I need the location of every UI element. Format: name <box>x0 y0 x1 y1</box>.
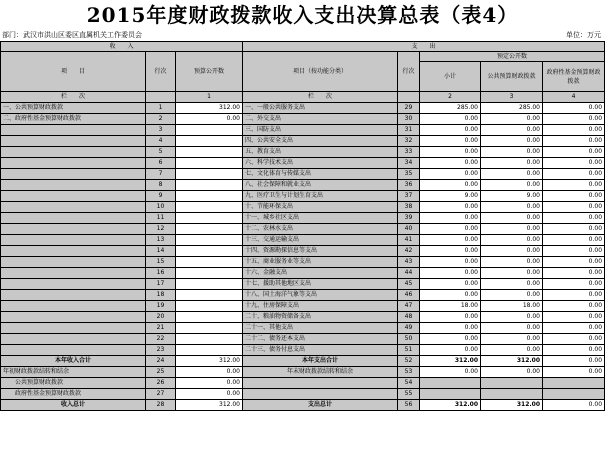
expense-gov-fund-value: 0.00 <box>543 103 605 114</box>
expense-line-no: 34 <box>398 158 420 169</box>
table-row <box>1 268 605 279</box>
grand-expense-gov-budget: 312.00 <box>481 400 543 411</box>
expense-gov-budget-value: 285.00 <box>481 103 543 114</box>
expense-item-label: 三、国防支出 <box>243 125 398 136</box>
table-row <box>1 158 605 169</box>
table-row <box>1 334 605 345</box>
expense-subtotal-value: 0.00 <box>420 279 481 290</box>
income-line-no: 10 <box>146 202 176 213</box>
public-budget-no: 26 <box>146 378 176 389</box>
blank-54-b <box>481 378 543 389</box>
grand-income-value: 312.00 <box>176 400 243 411</box>
gov-budget-header: 公共预算财政拨款 <box>481 62 543 92</box>
expense-gov-fund-value: 0.00 <box>543 246 605 257</box>
carry-out-no: 53 <box>398 367 420 378</box>
expense-gov-fund-value: 0.00 <box>543 301 605 312</box>
carry-row <box>1 367 605 378</box>
table-row <box>1 279 605 290</box>
table-row <box>1 224 605 235</box>
col-index-2: 2 <box>420 92 481 103</box>
expense-subtotal-value: 0.00 <box>420 202 481 213</box>
blank-label-55 <box>243 389 398 400</box>
income-line-no: 17 <box>146 279 176 290</box>
expense-gov-fund-value: 0.00 <box>543 158 605 169</box>
expense-gov-fund-value: 0.00 <box>543 224 605 235</box>
expense-gov-budget-value: 0.00 <box>481 147 543 158</box>
expense-subtotal-value: 0.00 <box>420 235 481 246</box>
grand-income-no: 28 <box>146 400 176 411</box>
expense-gov-budget-value: 0.00 <box>481 246 543 257</box>
income-total-no: 24 <box>146 356 176 367</box>
expense-line-no: 49 <box>398 323 420 334</box>
income-line-no: 22 <box>146 334 176 345</box>
expense-gov-fund-value: 0.00 <box>543 334 605 345</box>
expense-item-label: 十一、城乡社区支出 <box>243 213 398 224</box>
public-budget-label: 公共预算财政拨款 <box>1 378 146 389</box>
expense-item-label: 五、教育支出 <box>243 147 398 158</box>
expense-subtotal-value: 9.00 <box>420 191 481 202</box>
public-budget-value: 0.00 <box>176 378 243 389</box>
income-budget-value: 312.00 <box>176 103 243 114</box>
expense-gov-budget-value: 0.00 <box>481 202 543 213</box>
income-total-label: 本年收入合计 <box>1 356 146 367</box>
expense-gov-fund-value: 0.00 <box>543 125 605 136</box>
table-row <box>1 312 605 323</box>
blank-55-a <box>420 389 481 400</box>
expense-item-label: 一、一般公共服务支出 <box>243 103 398 114</box>
expense-gov-fund-value: 0.00 <box>543 147 605 158</box>
expense-line-no: 36 <box>398 180 420 191</box>
carry-in-value: 0.00 <box>176 367 243 378</box>
table-row <box>1 103 605 114</box>
blank-54-c <box>543 378 605 389</box>
expense-line-no: 43 <box>398 257 420 268</box>
income-item-label <box>1 246 146 257</box>
income-line-no: 5 <box>146 147 176 158</box>
expense-item-label: 七、文化体育与传媒支出 <box>243 169 398 180</box>
expense-subtotal-value: 0.00 <box>420 224 481 235</box>
carry-out-label: 年末财政拨款结转和结余 <box>243 367 398 378</box>
expense-line-no: 40 <box>398 224 420 235</box>
expense-gov-budget-value: 0.00 <box>481 235 543 246</box>
income-item-label <box>1 169 146 180</box>
expense-item-label: 十七、援助其他地区支出 <box>243 279 398 290</box>
expense-subtotal-value: 0.00 <box>420 323 481 334</box>
income-item-label <box>1 136 146 147</box>
expense-gov-budget-value: 0.00 <box>481 268 543 279</box>
grand-expense-subtotal: 312.00 <box>420 400 481 411</box>
income-line-no: 16 <box>146 268 176 279</box>
expense-gov-fund-value: 0.00 <box>543 290 605 301</box>
blank-no-55: 55 <box>398 389 420 400</box>
table-row <box>1 180 605 191</box>
income-section-header: 收 入 <box>1 42 243 52</box>
expense-subtotal-value: 0.00 <box>420 213 481 224</box>
income-item-label <box>1 224 146 235</box>
income-line-no: 4 <box>146 136 176 147</box>
income-line-no-header: 行次 <box>146 52 176 92</box>
expense-line-no: 44 <box>398 268 420 279</box>
expense-subtotal-value: 0.00 <box>420 114 481 125</box>
gov-fund-label: 政府性基金预算财政拨款 <box>1 389 146 400</box>
income-budget-value <box>176 301 243 312</box>
income-budget-value <box>176 279 243 290</box>
income-item-label <box>1 323 146 334</box>
expense-line-no: 37 <box>398 191 420 202</box>
table-row <box>1 257 605 268</box>
income-line-no: 9 <box>146 191 176 202</box>
table-row <box>1 235 605 246</box>
blank-no-54: 54 <box>398 378 420 389</box>
expense-item-label: 十五、商业服务业等支出 <box>243 257 398 268</box>
income-item-label: 一、公共预算财政拨款 <box>1 103 146 114</box>
unit-label: 单位：万元 <box>566 31 601 39</box>
income-col-index-no <box>146 92 176 103</box>
grand-expense-gov-fund: 0.00 <box>543 400 605 411</box>
income-line-no: 2 <box>146 114 176 125</box>
expense-line-no: 35 <box>398 169 420 180</box>
table-row <box>1 213 605 224</box>
expense-gov-budget-value: 0.00 <box>481 169 543 180</box>
expense-gov-budget-value: 0.00 <box>481 136 543 147</box>
blank-label-54 <box>243 378 398 389</box>
table-row <box>1 323 605 334</box>
expense-gov-fund-value: 0.00 <box>543 180 605 191</box>
income-item-label <box>1 191 146 202</box>
income-line-no: 12 <box>146 224 176 235</box>
expense-line-no: 33 <box>398 147 420 158</box>
expense-gov-fund-value: 0.00 <box>543 279 605 290</box>
expense-col-index-label: 栏 次 <box>243 92 398 103</box>
income-line-no: 21 <box>146 323 176 334</box>
expense-gov-budget-value: 0.00 <box>481 114 543 125</box>
income-budget-value <box>176 213 243 224</box>
income-line-no: 19 <box>146 301 176 312</box>
carry-in-no: 25 <box>146 367 176 378</box>
expense-gov-fund-value: 0.00 <box>543 312 605 323</box>
income-line-no: 13 <box>146 235 176 246</box>
gov-fund-header: 政府性基金预算财政拨款 <box>543 62 605 92</box>
expense-item-label: 九、医疗卫生与计划生育支出 <box>243 191 398 202</box>
expense-item-label: 十八、国土海洋气象等支出 <box>243 290 398 301</box>
expense-line-no: 51 <box>398 345 420 356</box>
income-item-label <box>1 147 146 158</box>
expense-item-label: 十四、资源勘探信息等支出 <box>243 246 398 257</box>
budget-table <box>0 41 605 411</box>
blank-55-c <box>543 389 605 400</box>
expense-gov-budget-value: 0.00 <box>481 180 543 191</box>
expense-line-no: 41 <box>398 235 420 246</box>
expense-subtotal-value: 0.00 <box>420 169 481 180</box>
income-budget-value <box>176 169 243 180</box>
income-line-no: 11 <box>146 213 176 224</box>
income-budget-value <box>176 224 243 235</box>
expense-subtotal-value: 0.00 <box>420 312 481 323</box>
expense-gov-fund-value: 0.00 <box>543 202 605 213</box>
income-budget-value <box>176 312 243 323</box>
col-index-4: 4 <box>543 92 605 103</box>
income-item-label <box>1 213 146 224</box>
income-line-no: 6 <box>146 158 176 169</box>
income-budget-value <box>176 202 243 213</box>
expense-subtotal-value: 0.00 <box>420 158 481 169</box>
income-line-no: 8 <box>146 180 176 191</box>
income-item-label <box>1 202 146 213</box>
income-budget-value <box>176 136 243 147</box>
income-line-no: 20 <box>146 312 176 323</box>
expense-line-no: 45 <box>398 279 420 290</box>
expense-item-label: 十三、交通运输支出 <box>243 235 398 246</box>
expense-item-label: 二十二、债务还本支出 <box>243 334 398 345</box>
grand-income-label: 收入总计 <box>1 400 146 411</box>
income-budget-value <box>176 345 243 356</box>
expense-item-label: 二十三、债务付息支出 <box>243 345 398 356</box>
grand-expense-no: 56 <box>398 400 420 411</box>
column-header-row-1 <box>1 52 605 62</box>
table-row <box>1 301 605 312</box>
col-index-3: 3 <box>481 92 543 103</box>
income-item-label <box>1 235 146 246</box>
income-budget-value <box>176 268 243 279</box>
income-budget-value <box>176 334 243 345</box>
expense-gov-fund-value: 0.00 <box>543 191 605 202</box>
carry-out-gov-budget: 0.00 <box>481 367 543 378</box>
grand-expense-label: 支出总计 <box>243 400 398 411</box>
expense-item-label: 六、科学技术支出 <box>243 158 398 169</box>
income-total-value: 312.00 <box>176 356 243 367</box>
expense-line-no: 29 <box>398 103 420 114</box>
expense-gov-budget-value: 0.00 <box>481 345 543 356</box>
expense-gov-budget-value: 0.00 <box>481 323 543 334</box>
expense-item-label: 二十、粮油物资储备支出 <box>243 312 398 323</box>
expense-total-gov-budget: 312.00 <box>481 356 543 367</box>
income-item-label <box>1 158 146 169</box>
expense-total-subtotal: 312.00 <box>420 356 481 367</box>
income-line-no: 15 <box>146 257 176 268</box>
expense-line-no: 47 <box>398 301 420 312</box>
expense-gov-budget-value: 0.00 <box>481 224 543 235</box>
expense-gov-fund-value: 0.00 <box>543 345 605 356</box>
expense-line-no: 30 <box>398 114 420 125</box>
expense-subtotal-value: 0.00 <box>420 290 481 301</box>
income-budget-value <box>176 246 243 257</box>
income-item-label <box>1 279 146 290</box>
income-budget-value <box>176 180 243 191</box>
expense-line-no: 39 <box>398 213 420 224</box>
expense-line-no: 38 <box>398 202 420 213</box>
expense-gov-fund-value: 0.00 <box>543 136 605 147</box>
grand-total-row <box>1 400 605 411</box>
report-title: 2015年度财政拨款收入支出决算总表（表4） <box>86 3 519 27</box>
income-budget-value <box>176 125 243 136</box>
table-row <box>1 114 605 125</box>
income-col-index-label: 栏 次 <box>1 92 146 103</box>
expense-subtotal-value: 0.00 <box>420 246 481 257</box>
income-line-no: 23 <box>146 345 176 356</box>
expense-gov-budget-value: 0.00 <box>481 257 543 268</box>
income-col-index-1: 1 <box>176 92 243 103</box>
expense-gov-fund-value: 0.00 <box>543 257 605 268</box>
gov-fund-row <box>1 389 605 400</box>
expense-gov-budget-value: 18.00 <box>481 301 543 312</box>
income-item-label <box>1 345 146 356</box>
expense-item-label: 十九、住房保障支出 <box>243 301 398 312</box>
carry-out-subtotal: 0.00 <box>420 367 481 378</box>
income-item-label <box>1 334 146 345</box>
gov-fund-value: 0.00 <box>176 389 243 400</box>
expense-line-no: 42 <box>398 246 420 257</box>
income-item-label <box>1 301 146 312</box>
income-line-no: 18 <box>146 290 176 301</box>
carry-in-label: 年初财政拨款结转和结余 <box>1 367 146 378</box>
table-row <box>1 246 605 257</box>
table-row <box>1 290 605 301</box>
expense-gov-budget-value: 0.00 <box>481 334 543 345</box>
total-row <box>1 356 605 367</box>
expense-line-no: 48 <box>398 312 420 323</box>
subtotal-header: 小计 <box>420 62 481 92</box>
income-budget-value: 0.00 <box>176 114 243 125</box>
income-line-no: 7 <box>146 169 176 180</box>
income-item-label: 二、政府性基金预算财政拨款 <box>1 114 146 125</box>
expense-subtotal-value: 0.00 <box>420 268 481 279</box>
expense-total-gov-fund: 0.00 <box>543 356 605 367</box>
income-budget-value <box>176 147 243 158</box>
expense-line-no: 46 <box>398 290 420 301</box>
expense-item-label: 十二、农林水支出 <box>243 224 398 235</box>
income-budget-value <box>176 191 243 202</box>
income-item-label <box>1 290 146 301</box>
expense-gov-fund-value: 0.00 <box>543 169 605 180</box>
income-item-label <box>1 268 146 279</box>
expense-subtotal-value: 285.00 <box>420 103 481 114</box>
income-item-label <box>1 257 146 268</box>
table-row <box>1 169 605 180</box>
expense-item-label: 八、社会保障和就业支出 <box>243 180 398 191</box>
expense-gov-budget-value: 0.00 <box>481 125 543 136</box>
expense-subtotal-value: 18.00 <box>420 301 481 312</box>
expense-subtotal-value: 0.00 <box>420 180 481 191</box>
expense-subtotal-value: 0.00 <box>420 125 481 136</box>
table-row <box>1 125 605 136</box>
income-budget-value <box>176 158 243 169</box>
blank-54-a <box>420 378 481 389</box>
expense-subtotal-value: 0.00 <box>420 136 481 147</box>
income-budget-value <box>176 290 243 301</box>
expense-item-label: 四、公共安全支出 <box>243 136 398 147</box>
income-line-no: 14 <box>146 246 176 257</box>
income-item-label <box>1 312 146 323</box>
expense-gov-budget-value: 9.00 <box>481 191 543 202</box>
public-budget-row <box>1 378 605 389</box>
income-budget-value <box>176 235 243 246</box>
expense-gov-fund-value: 0.00 <box>543 235 605 246</box>
income-item-label <box>1 180 146 191</box>
expense-item-label: 十六、金融支出 <box>243 268 398 279</box>
table-row <box>1 345 605 356</box>
table-row <box>1 147 605 158</box>
expense-gov-fund-value: 0.00 <box>543 323 605 334</box>
income-item-label <box>1 125 146 136</box>
expense-gov-budget-value: 0.00 <box>481 213 543 224</box>
income-line-no: 1 <box>146 103 176 114</box>
column-index-row <box>1 92 605 103</box>
income-budget-header: 预算公开数 <box>176 52 243 92</box>
blank-55-b <box>481 389 543 400</box>
income-item-header: 项 目 <box>1 52 146 92</box>
expense-section-header: 支 出 <box>243 42 605 52</box>
income-budget-value <box>176 323 243 334</box>
table-row <box>1 136 605 147</box>
income-line-no: 3 <box>146 125 176 136</box>
final-public-header: 预定公开数 <box>420 52 605 62</box>
expense-line-no: 50 <box>398 334 420 345</box>
expense-gov-fund-value: 0.00 <box>543 114 605 125</box>
expense-item-label: 二、外交支出 <box>243 114 398 125</box>
table-row <box>1 202 605 213</box>
carry-out-gov-fund: 0.00 <box>543 367 605 378</box>
expense-item-label: 二十一、其他支出 <box>243 323 398 334</box>
expense-subtotal-value: 0.00 <box>420 257 481 268</box>
expense-line-no-header: 行次 <box>398 52 420 92</box>
expense-line-no: 32 <box>398 136 420 147</box>
income-budget-value <box>176 257 243 268</box>
gov-fund-no: 27 <box>146 389 176 400</box>
expense-gov-budget-value: 0.00 <box>481 312 543 323</box>
expense-total-label: 本年支出合计 <box>243 356 398 367</box>
expense-col-index-no <box>398 92 420 103</box>
table-row <box>1 191 605 202</box>
expense-gov-fund-value: 0.00 <box>543 268 605 279</box>
section-header-row <box>1 42 605 52</box>
expense-line-no: 31 <box>398 125 420 136</box>
expense-subtotal-value: 0.00 <box>420 147 481 158</box>
expense-subtotal-value: 0.00 <box>420 334 481 345</box>
department-label: 部门：武汉市洪山区委区直属机关工作委员会 <box>2 31 142 39</box>
expense-gov-budget-value: 0.00 <box>481 279 543 290</box>
expense-total-no: 52 <box>398 356 420 367</box>
expense-item-label: 十、节能环保支出 <box>243 202 398 213</box>
expense-item-header: 项目（按功能分类） <box>243 52 398 92</box>
expense-subtotal-value: 0.00 <box>420 345 481 356</box>
expense-gov-fund-value: 0.00 <box>543 213 605 224</box>
expense-gov-budget-value: 0.00 <box>481 290 543 301</box>
expense-gov-budget-value: 0.00 <box>481 158 543 169</box>
